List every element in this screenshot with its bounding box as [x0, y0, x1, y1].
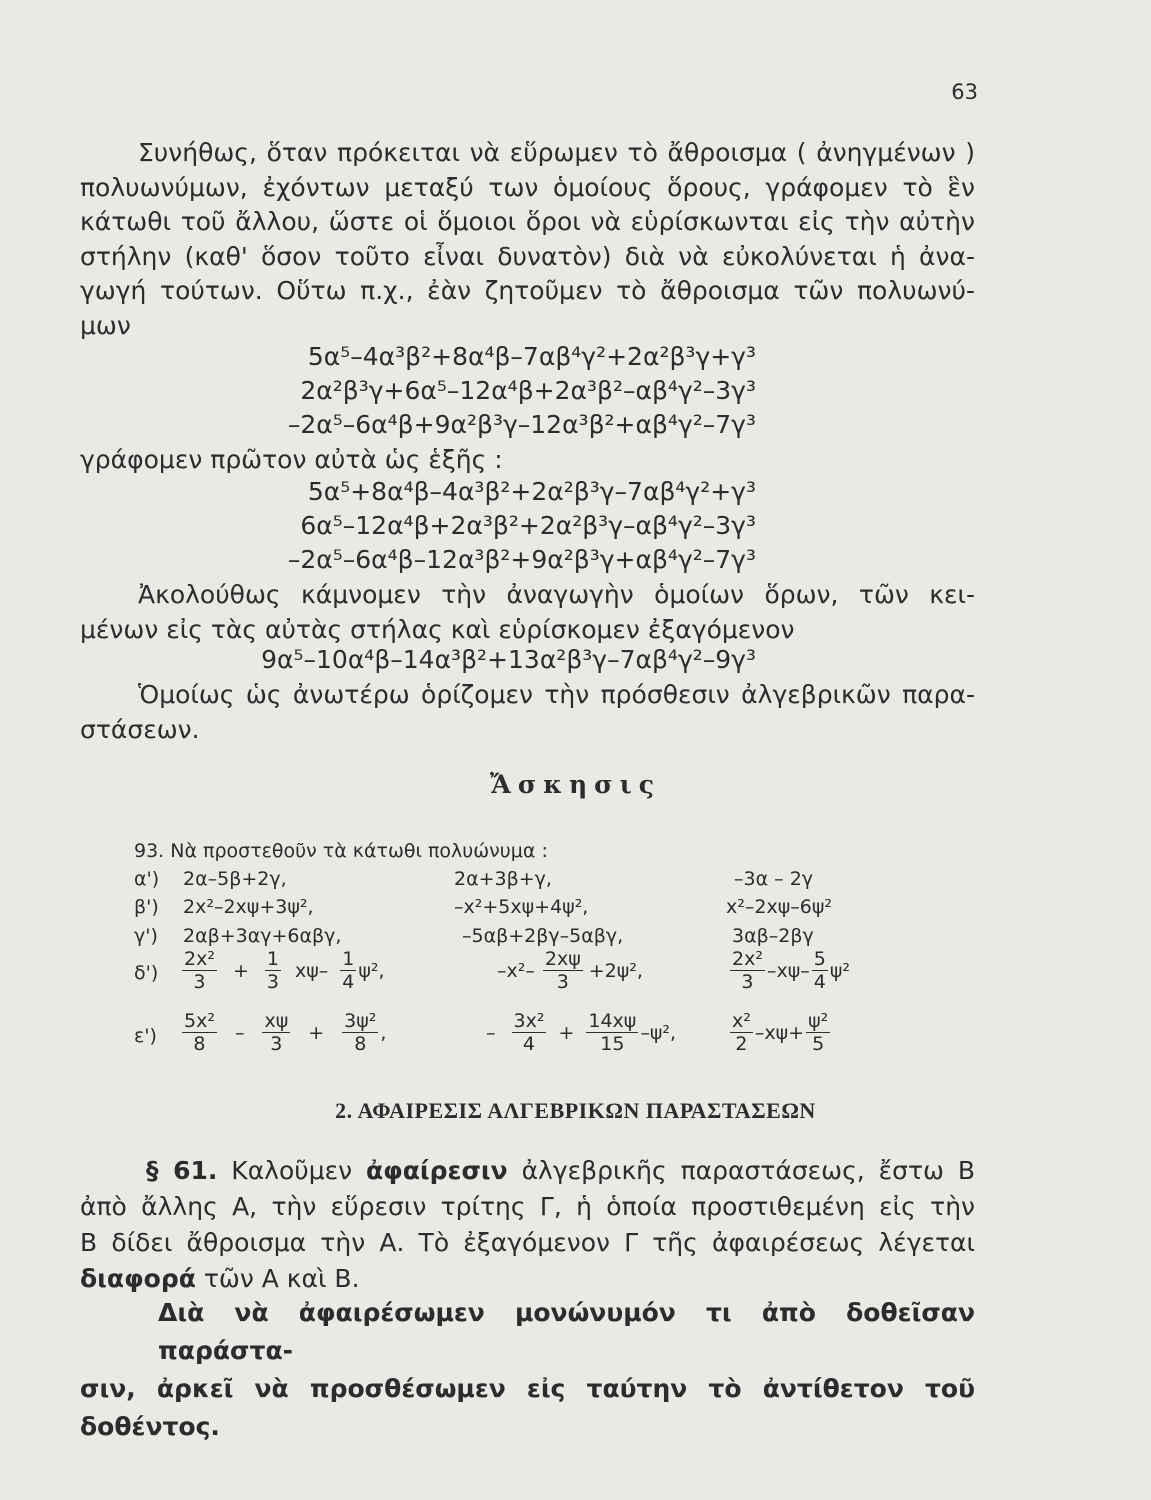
fraction: $\frac{\text{x²}}{2}$ [732, 1010, 751, 1055]
term-difference: διαφορά [80, 1264, 196, 1293]
text-line: γωγή τούτων. Οὕτω π.χ., ἐὰν ζητοῦμεν τὸ ἄθροισμα τῶν πολυωνύ- [80, 276, 975, 305]
text-line: πολυωνύμων, ἐχόντων μεταξύ των ὁμοίους ὅρους, γράφομεν τὸ ἓν [80, 172, 975, 202]
fraction: $\frac{x\psi}{3}$ [264, 1010, 289, 1055]
polynomial: –2α⁵–6α⁴β–12α³β²+9α²β³γ+αβ⁴γ²–7γ³ [287, 545, 756, 574]
section-61-paragraph [80, 1153, 975, 1297]
fraction: $\frac{\text{ψ²}}{5}$ [808, 1010, 829, 1055]
exercise-label: δ') [134, 962, 159, 984]
polynomial: 6α⁵–12α⁴β+2α³β²+2α²β³γ–αβ⁴γ²–3γ³ [300, 511, 756, 540]
text-line: μων [80, 310, 131, 340]
text-line: Διὰ νὰ ἀφαιρέσωμεν μονώνυμόν τι ἀπὸ δοθεῖσαν παράστα- [158, 1298, 975, 1365]
polynomial: 5α⁵+8α⁴β–4α³β²+2α²β³γ–7αβ⁴γ²+γ³ [307, 477, 756, 506]
exercise-label: β') [134, 896, 159, 918]
exercise-c-col3: 3αβ–2βγ [732, 925, 814, 947]
polynomial: 5α⁵–4α³β²+8α⁴β–7αβ⁴γ²+2α²β³γ+γ³ [307, 342, 756, 371]
result-polynomial [226, 643, 756, 677]
exercise-c-col1: 2αβ+3αγ+6αβγ, [183, 925, 342, 947]
exercise-a-col3: –3α – 2γ [734, 868, 814, 890]
polynomial: 9α⁵–10α⁴β–14α³β²+13α²β³γ–7αβ⁴γ²–9γ³ [261, 645, 756, 674]
text-line: στάσεων. [80, 714, 200, 744]
exercise-d-part2: –x²– $\frac{2x\psi}{3}$ +2ψ², [497, 948, 643, 993]
fraction: $\frac{\text{5x²}}{8}$ [184, 1010, 215, 1055]
exercise-b-col2: –x²+5xψ+4ψ², [454, 896, 589, 918]
exercise-label: ε') [134, 1025, 157, 1047]
fraction: $\frac{1}{4}$ [342, 948, 355, 993]
rule-paragraph [80, 1294, 975, 1446]
fraction: $\frac{\text{2x²}}{3}$ [732, 948, 763, 993]
exercise-a-col1: 2α–5β+2γ, [183, 868, 287, 890]
fraction: $\frac{14x\psi}{15}$ [588, 1010, 637, 1055]
fraction: $\frac{\text{2x²}}{3}$ [184, 948, 215, 993]
exercise-label: α') [134, 868, 160, 890]
term-subtraction: ἀφαίρεσιν [366, 1156, 508, 1185]
text-line: μένων εἰς τὰς αὐτὰς στήλας καὶ εὑρίσκομεν ἐξαγόμενον [80, 614, 795, 644]
text-line: σιν, ἀρκεῖ νὰ προσθέσωμεν εἰς ταύτην τὸ ἀντίθετον τοῦ δοθέντος. [80, 1374, 975, 1441]
polynomial-list-original [226, 340, 756, 442]
text-line: Συνήθως, ὅταν πρόκειται νὰ εὕρωμεν τὸ ἄθροισμα ( ἀνηγμένων ) [138, 138, 975, 167]
write-first-line [80, 443, 975, 478]
reduction-paragraph [80, 578, 975, 647]
text-line: Β δίδει ἄθροισμα τὴν Α. Τὸ ἐξαγόμενον Γ τῆς ἀφαιρέσεως λέγεται [80, 1228, 975, 1257]
polynomial-list-arranged [226, 475, 756, 577]
page-number: 63 [951, 80, 978, 104]
intro-paragraph [80, 136, 975, 343]
text-line: § 61. Καλοῦμεν ἀφαίρεσιν ἀλγεβρικῆς παραστάσεως, ἔστω Β [146, 1156, 975, 1185]
exercise-a-col2: 2α+3β+γ, [454, 868, 552, 890]
text-line: Ἀκολούθως κάμνομεν τὴν ἀναγωγὴν ὁμοίων ὅρων, τῶν κει- [138, 580, 975, 609]
exercise-e-part1: $\frac{\text{5x²}}{8}$ – $\frac{x\psi}{3}$ + $\frac{\text{3ψ²}}{8}$ , [184, 1010, 387, 1055]
exercise-label: γ') [134, 925, 158, 947]
text-line: Ὁμοίως ὡς ἀνωτέρω ὁρίζομεν τὴν πρόσθεσιν ἀλγεβρικῶν παρα- [138, 680, 975, 709]
text-line: γράφομεν πρῶτον αὐτὰ ὡς ἑξῆς : [80, 445, 503, 474]
polynomial: 2α²β³γ+6α⁵–12α⁴β+2α³β²–αβ⁴γ²–3γ³ [300, 376, 756, 405]
text-line: διαφορά τῶν Α καὶ Β. [80, 1264, 360, 1293]
exercise-d-part1: $\frac{\text{2x²}}{3}$ + $\frac{1}{3}$ xψ– $\frac{1}{4}$ ψ², [184, 948, 385, 993]
exercise-intro: 93. Νὰ προστεθοῦν τὰ κάτωθι πολυώνυμα : [134, 840, 548, 862]
fraction: $\frac{2x\psi}{3}$ [544, 948, 581, 993]
section-title: 2. ΑΦΑΙΡΕΣΙΣ ΑΛΓΕΒΡΙΚΩΝ ΠΑΡΑΣΤΑΣΕΩΝ [335, 1098, 816, 1123]
exercise-heading: Ἄσκησις [490, 770, 661, 799]
fraction: $\frac{\text{3x²}}{4}$ [513, 1010, 545, 1055]
text-line: ἀπὸ ἄλλης Α, τὴν εὕρεσιν τρίτης Γ, ἡ ὁποία προστιθεμένη εἰς τὴν [80, 1192, 975, 1221]
text-line: κάτωθι τοῦ ἄλλου, ὥστε οἱ ὅμοιοι ὅροι νὰ εὑρίσκωνται εἰς τὴν αὐτὴν [80, 207, 975, 236]
exercise-b-col3: x²–2xψ–6ψ² [726, 896, 832, 918]
similarly-paragraph [80, 678, 975, 747]
exercise-c-col2: –5αβ+2βγ–5αβγ, [462, 925, 624, 947]
exercise-e-part2: – $\frac{\text{3x²}}{4}$ + $\frac{14x\psi}{15}$ –ψ², [486, 1010, 677, 1055]
section-mark: § 61. [146, 1156, 218, 1185]
exercise-b-col1: 2x²–2xψ+3ψ², [183, 896, 314, 918]
fraction: $\frac{\text{3ψ²}}{8}$ [344, 1010, 377, 1055]
fraction: $\frac{1}{3}$ [266, 948, 279, 993]
exercise-e-part3: $\frac{\text{x²}}{2}$ –xψ+ $\frac{\text{ψ²}}{5}$ [732, 1010, 829, 1055]
exercise-d-part3: $\frac{\text{2x²}}{3}$ –xψ– $\frac{5}{4}$ ψ² [732, 948, 850, 993]
fraction: $\frac{5}{4}$ [813, 948, 826, 993]
polynomial: –2α⁵–6α⁴β+9α²β³γ–12α³β²+αβ⁴γ²–7γ³ [287, 410, 756, 439]
text-line: στήλην (καθ' ὅσον τοῦτο εἶναι δυνατὸν) διὰ νὰ εὐκολύνεται ἡ ἀνα- [80, 241, 975, 271]
